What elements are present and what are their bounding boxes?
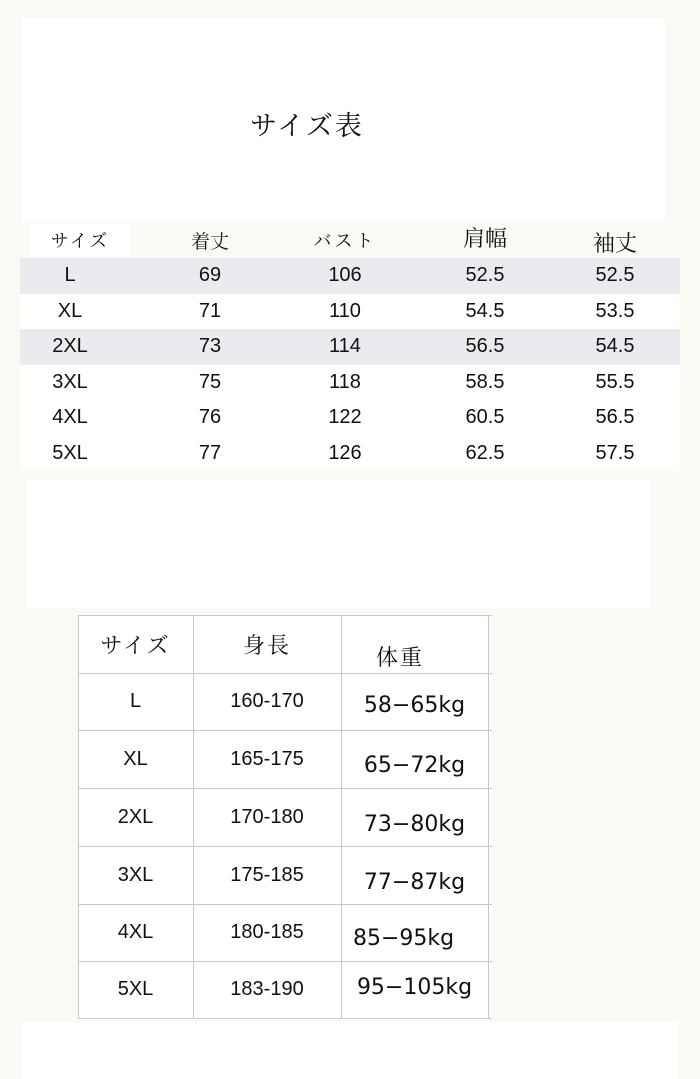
weight-cell: 73−80kg: [363, 811, 466, 837]
weight-cell: 77−87kg: [363, 869, 466, 895]
bust-cell: 106: [328, 264, 362, 287]
header-weight: 体重: [376, 645, 425, 671]
header-bust: バスト: [313, 231, 377, 252]
height-cell: 170-180: [230, 805, 304, 828]
size-cell: 2XL: [52, 335, 88, 358]
shoulder-cell: 58.5: [465, 370, 505, 393]
height-cell: 183-190: [230, 978, 304, 1000]
spacer-panel: [27, 480, 650, 608]
size-cell: 4XL: [117, 921, 154, 943]
length-cell: 76: [198, 406, 222, 429]
weight-cell: 58−65kg: [363, 693, 466, 718]
size-cell: 4XL: [52, 406, 88, 429]
length-cell: 77: [198, 441, 222, 464]
weight-cell: 65−72kg: [363, 752, 466, 778]
header-height: 身長: [242, 633, 291, 659]
measurement-header-row: [20, 222, 680, 258]
shoulder-cell: 52.5: [465, 264, 505, 287]
page-title: サイズ表: [250, 111, 364, 142]
header-shoulder: 肩幅: [462, 226, 507, 252]
bust-cell: 122: [328, 406, 362, 429]
sleeve-cell: 53.5: [595, 299, 635, 322]
sleeve-cell: 54.5: [595, 335, 635, 358]
size-cell: XL: [57, 299, 83, 322]
sleeve-cell: 57.5: [595, 441, 635, 464]
bust-cell: 126: [328, 441, 362, 464]
table-row: [20, 329, 680, 365]
size-cell: 2XL: [117, 805, 154, 828]
bust-cell: 118: [329, 370, 361, 393]
header-length: 着丈: [190, 230, 229, 253]
table-row: [20, 258, 680, 294]
size-cell: L: [64, 264, 76, 287]
height-cell: 180-185: [230, 921, 304, 943]
height-cell: 165-175: [230, 747, 304, 770]
table-row: [20, 400, 680, 436]
length-cell: 69: [198, 264, 222, 287]
table-row: [20, 436, 680, 472]
size-cell: 5XL: [52, 441, 88, 464]
shoulder-cell: 60.5: [465, 406, 505, 429]
measurement-table: [20, 222, 680, 471]
footer-panel: [22, 1022, 678, 1079]
size-cell: XL: [123, 747, 148, 770]
table-row: [20, 365, 680, 401]
weight-cell: 95−105kg: [356, 975, 473, 1000]
header-size: サイズ: [30, 224, 130, 256]
sleeve-cell: 52.5: [595, 264, 635, 287]
size-cell: 3XL: [117, 863, 154, 886]
bust-cell: 114: [329, 335, 361, 358]
length-cell: 75: [198, 370, 222, 393]
size-cell: 3XL: [52, 370, 88, 393]
shoulder-cell: 54.5: [465, 299, 505, 322]
size-cell: 5XL: [117, 978, 154, 1000]
length-cell: 71: [198, 299, 222, 322]
bust-cell: 110: [329, 299, 361, 322]
size-cell: L: [129, 690, 142, 712]
height-cell: 160-170: [230, 690, 304, 712]
sleeve-cell: 55.5: [595, 370, 635, 393]
grid-line: [488, 615, 489, 1019]
table-row: [20, 294, 680, 330]
weight-cell: 85−95kg: [353, 926, 455, 951]
sleeve-cell: 56.5: [595, 406, 635, 429]
header-size: サイズ: [100, 633, 171, 659]
grid-line: [78, 1018, 492, 1019]
shoulder-cell: 62.5: [465, 441, 505, 464]
height-cell: 175-185: [230, 863, 304, 886]
fit-table: [78, 615, 492, 1019]
header-sleeve: 袖丈: [592, 231, 637, 257]
length-cell: 73: [198, 335, 222, 358]
shoulder-cell: 56.5: [465, 335, 505, 358]
